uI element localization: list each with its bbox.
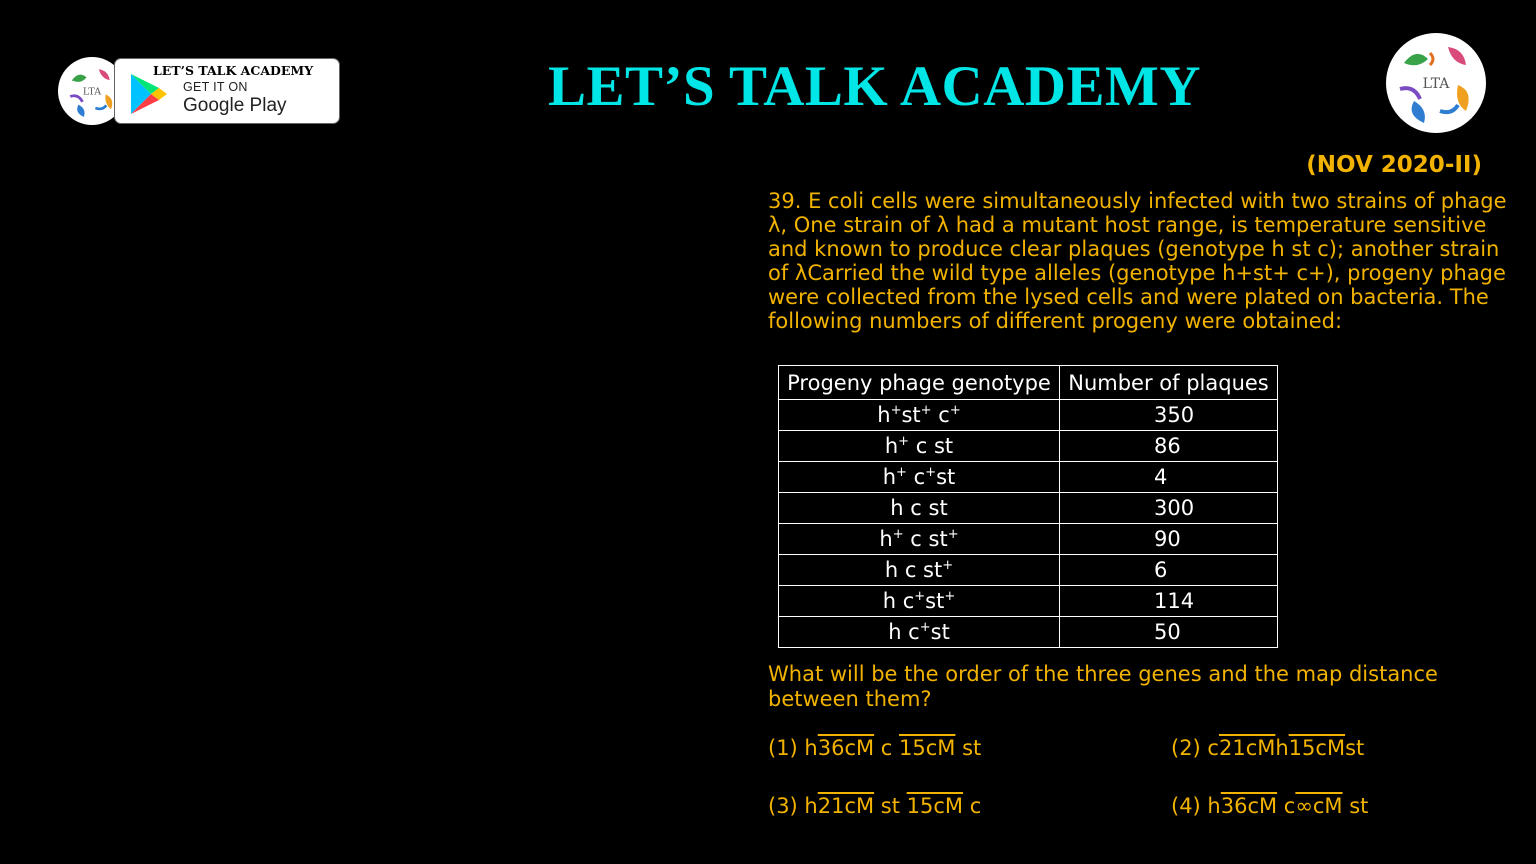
genotype-cell: h c st+: [779, 555, 1060, 586]
header-genotype: Progeny phage genotype: [779, 366, 1060, 400]
genotype-cell: h c+st: [779, 617, 1060, 648]
plaques-cell: 6: [1060, 555, 1278, 586]
option-2[interactable]: (2) c21cMh15cMst: [1171, 736, 1365, 760]
lta-logo-text: LTA: [1422, 76, 1450, 92]
table-row: [779, 462, 1278, 493]
genotype-cell: h+ c st: [779, 431, 1060, 462]
badge-academy-text: LET’S TALK ACADEMY: [153, 63, 314, 78]
table-row: [779, 524, 1278, 555]
genotype-cell: h+ c st+: [779, 524, 1060, 555]
exam-tag: (NOV 2020-II): [1306, 152, 1482, 178]
badge-store-name: Google Play: [183, 95, 287, 116]
plaques-cell: 90: [1060, 524, 1278, 555]
option-3[interactable]: (3) h21cM st 15cM c: [768, 794, 982, 818]
table-row: [779, 617, 1278, 648]
table-row: [779, 586, 1278, 617]
plaques-cell: 86: [1060, 431, 1278, 462]
table-row: [779, 493, 1278, 524]
plaques-cell: 114: [1060, 586, 1278, 617]
genotype-cell: h c+st+: [779, 586, 1060, 617]
genotype-cell: h+st+ c+: [779, 400, 1060, 431]
badge-get-it-on: GET IT ON: [183, 80, 248, 94]
question-text: 39. E coli cells were simultaneously infected with two strains of phage λ, One strain of λ had a mutant host range, is temperature sensitive and known to produce clear plaques (genotype h st c); another strain of λCarried the wild type alleles (genotype h+st+ c+), progeny phage were collected from the lysed cells and were plated on bacteria. The following numbers of different progeny were obtained:: [768, 189, 1507, 333]
plaques-cell: 4: [1060, 462, 1278, 493]
question-prompt: What will be the order of the three genes and the map distance between them?: [768, 662, 1438, 711]
plaques-cell: 350: [1060, 400, 1278, 431]
table-row: [779, 555, 1278, 586]
lta-logo-text: LTA: [82, 86, 102, 98]
plaques-cell: 300: [1060, 493, 1278, 524]
table-header-row: [779, 366, 1278, 400]
option-1[interactable]: (1) h36cM c 15cM st: [768, 736, 982, 760]
page-title: LET’S TALK ACADEMY: [548, 55, 1202, 118]
header-plaques: Number of plaques: [1060, 366, 1278, 400]
google-play-icon: [129, 72, 169, 116]
google-play-badge[interactable]: [114, 58, 340, 124]
table-row: [779, 400, 1278, 431]
option-4[interactable]: (4) h36cM c∞cM st: [1171, 794, 1369, 818]
genotype-cell: h c st: [779, 493, 1060, 524]
table-row: [779, 431, 1278, 462]
plaques-cell: 50: [1060, 617, 1278, 648]
genotype-cell: h+ c+st: [779, 462, 1060, 493]
lta-logo-right: [1386, 33, 1486, 133]
progeny-table: [778, 365, 1278, 648]
